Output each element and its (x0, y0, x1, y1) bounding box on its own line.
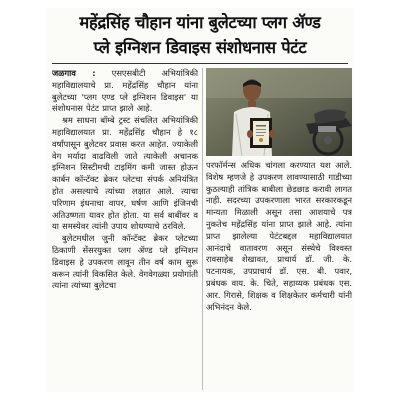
article-column-right (206, 68, 352, 390)
paragraph-1: एसएसबीटी अभियांत्रिकी महाविद्यालयाचे प्रा. महेंद्रसिंह चौहान यांना बुलेटच्या 'प्लग एण्ड प्ले इग्निशन डिवाइस' या संशोधनास पेटंट प्राप्त झाले आहे. (52, 68, 198, 114)
article-column-left (52, 68, 198, 390)
headline (46, 8, 354, 60)
headline-line-1: महेंद्रसिंह चौहान यांना बुलेटच्या प्लग ॲण्ड (79, 13, 321, 32)
person-with-certificate-photo (206, 68, 352, 156)
article-photo (206, 68, 352, 156)
article-column-right-text (206, 160, 352, 390)
column-divider (202, 68, 203, 390)
paragraph-2: श्रम साधना बॉम्बे ट्रस्ट संचलित अभियांत्रिकी महाविद्यालयात प्रा. महेंद्रसिंह चौहान हे १८ वर्षांपासून बुलेटवर प्रवास करत आहेत. ज्याकेली वेग मर्यादा वाढविली जाते त्याकेली अचानक इग्निशन सिस्टीमची टाइमिंग कमी जास्त होऊन कार्बन कॉन्टॅक्ट ब्रेकर प्लेटचा संपर्क अनियंत्रित होत असल्याचे त्यांच्या लक्षात आले. त्याचा परिणाम इंधनाचा वापर, घर्षण आणि इंजिनची अतिउष्णता यावर होत होता. या सर्व बाबींवर व या समस्येवर त्यांनी उपाय शोधण्याचे ठरविले. (52, 115, 198, 232)
dateline: जळगाव : (52, 68, 96, 78)
headline-line-2: प्ले इग्निशन डिवाइस संशोधनास पेटंट (93, 38, 307, 57)
paragraph-4: परफॉर्मन्स अधिक चांगला करण्यात यश आले. विशेष म्हणजे हे उपकरण लावण्यासाठी गाडीच्या कुठल्याही तांत्रिक बाबीला छेडछाड करावी लागत नाही. सदरच्या उपकरणाला भारत सरकारकडून मान्यता मिळाली असून तसा आशयाचे पत्र नुकतेच महेंद्रसिंह यांना प्राप्त झाले आहे. त्यांना प्राप्त झालेल्या पेटंटबद्दल महाविद्यालयात आनंदाचे वातावरण असून संस्थेचे विश्वस्त रावसाहेब शेखावत, प्राचार्य डॉ. जी. के. पटनायक, उपप्राचार्य डॉ. एस. बी. पवार, प्रबंधक वाय. के. चिते, सहाय्यक प्रबंधक एस. आर. गिरासे, शिक्षक व शिक्षकेतर कर्मचारी यांनी अभिनंदन केले. (206, 160, 352, 312)
paragraph-3: बुलेटमधील जुनी कॉन्टॅक्ट ब्रेकर प्लेटच्या ठिकाणी सेंसरयुक्त प्लग ॲण्ड प्ले इग्निशन डिवाइस हे उपकरण लावून तीन वर्ष काम सुरू करून त्यांनी विकसित केले. वेगवेगळ्या प्रयोगांती त्यांना त्यांच्या बुलेटचा (52, 233, 198, 291)
headline-rule (52, 63, 348, 64)
article-body (52, 68, 352, 390)
newspaper-clipping (46, 8, 354, 392)
